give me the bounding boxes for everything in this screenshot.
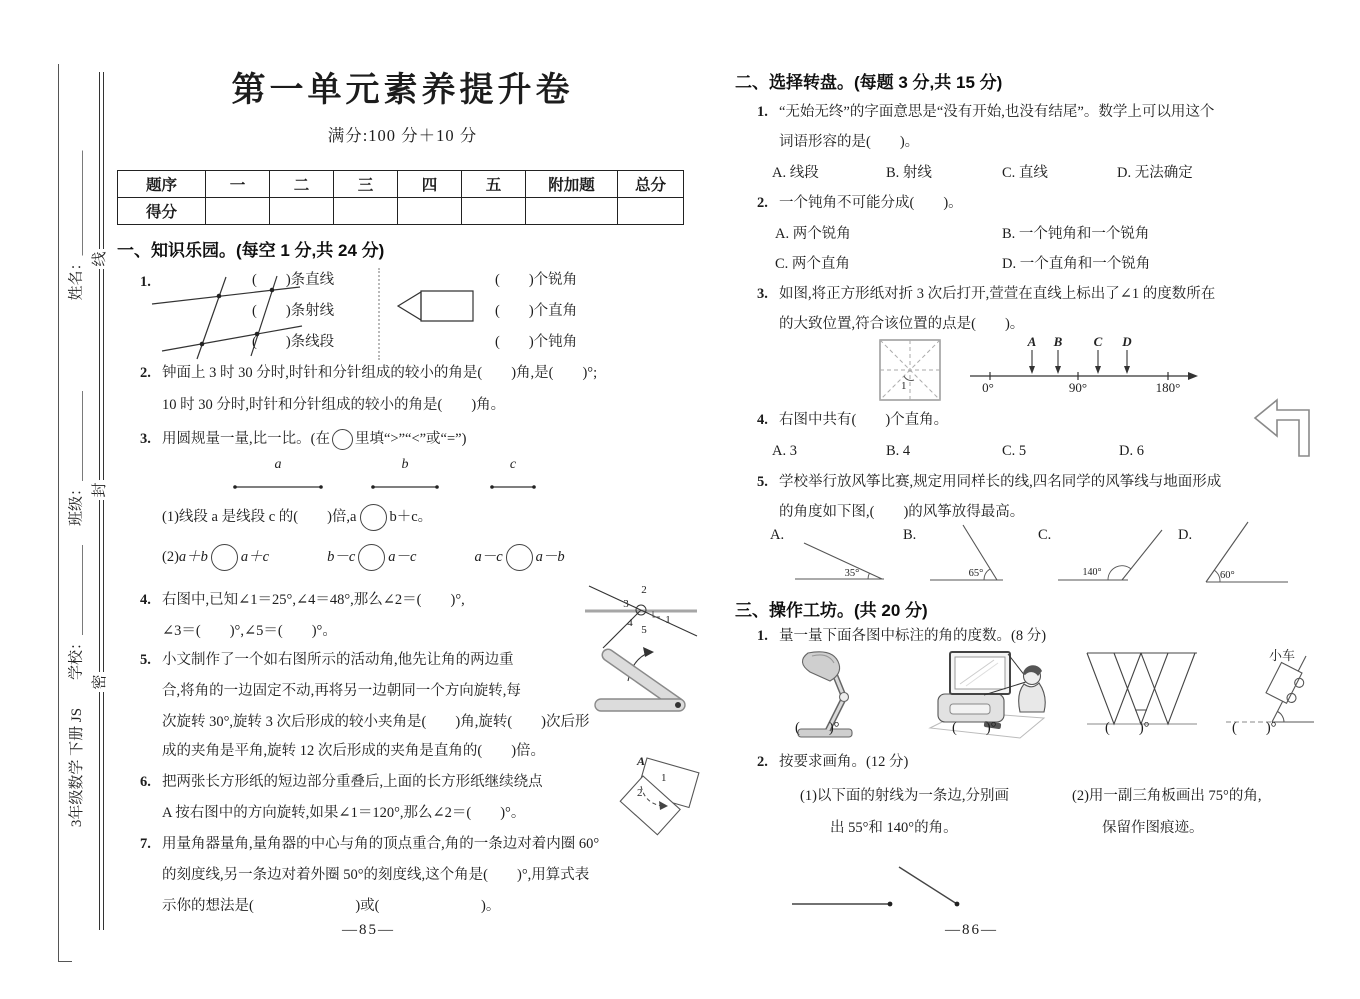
q6-line: A 按右图中的方向旋转,如果∠1＝120°,那么∠2＝( )°。 — [162, 805, 526, 821]
question-number: 3. — [140, 431, 151, 447]
zigzag-triangles-figure — [1085, 650, 1200, 728]
q1-blank-item: ( )条射线 — [252, 303, 335, 319]
kite-angle-figure-d — [1196, 518, 1291, 588]
degree-numberline-figure — [968, 334, 1200, 394]
question-number: 6. — [140, 774, 151, 790]
q5-line: 成的夹角是平角,旋转 12 次后形成的夹角是直角的( )倍。 — [162, 743, 546, 759]
q5-line: 合,将角的一边固定不动,再将另一边朝同一个方向旋转,每 — [162, 683, 521, 699]
score-row-label: 得分 — [118, 198, 206, 225]
q2-line: 10 时 30 分时,时针和分针组成的较小的角是( )角。 — [162, 397, 506, 413]
q1-blank-item: ( )条线段 — [252, 334, 335, 350]
point-label: D — [1122, 334, 1132, 349]
segment-label: b — [401, 457, 409, 472]
question-number: 5. — [140, 652, 151, 668]
seal-char-mi: 密 — [91, 672, 111, 692]
s3q2-sub-line: (2)用一副三角板画出 75°的角, — [1072, 788, 1262, 804]
s3q2-text: 按要求画角。(12 分) — [779, 754, 909, 770]
section3-heading: 三、操作工坊。(共 20 分) — [735, 601, 928, 620]
student-school-field: 学校：＿＿＿＿＿＿ — [68, 545, 85, 681]
degree-blank: ( )° — [795, 720, 840, 736]
segment-label: a — [274, 457, 282, 472]
page-number: —86— — [945, 922, 998, 938]
score-col-header: 四 — [398, 171, 462, 198]
pair-left: a－c — [474, 549, 503, 565]
angle-label: 1 — [665, 614, 671, 626]
student-class-field: 班级：＿＿＿＿＿＿ — [68, 391, 85, 527]
figure-option-label: C. — [1038, 527, 1052, 543]
q3-sub1-before: (1)线段 a 是线段 c 的( )倍,a — [162, 509, 357, 525]
s2q4-line: 右图中共有( )个直角。 — [779, 412, 949, 428]
question-number: 1. — [140, 274, 151, 290]
score-col-header: 总分 — [618, 171, 684, 198]
s2q5-line: 的角度如下图,( )的风筝放得最高。 — [779, 504, 1025, 520]
book-edition-label: 3年级数学 下册 JS — [69, 707, 85, 828]
score-col-header: 附加题 — [526, 171, 618, 198]
option-item: D. 6 — [1119, 443, 1144, 459]
kite-angle-figure-c — [1056, 522, 1166, 587]
option-item: B. 射线 — [886, 165, 932, 181]
angle-label: 1 — [901, 380, 907, 392]
option-item: B. 一个钝角和一个锐角 — [1002, 226, 1150, 242]
s3q1-text: 量一量下面各图中标注的角的度数。(8 分) — [779, 628, 1047, 644]
drawing-ray-horizontal — [790, 898, 900, 910]
page-number: —85— — [342, 922, 395, 938]
pair-left: a＋b — [178, 549, 208, 565]
q4-line: ∠3＝( )°,∠5＝( )°。 — [162, 623, 337, 639]
angle-label: 5 — [641, 624, 647, 636]
option-item: A. 3 — [772, 443, 797, 459]
score-col-header: 一 — [206, 171, 270, 198]
angle-label: 3 — [623, 598, 629, 610]
question-number: 4. — [140, 592, 151, 608]
degree-label: 65° — [968, 568, 984, 579]
folded-square-figure — [878, 338, 942, 402]
s2q2-line: 一个钝角不可能分成( )。 — [779, 195, 963, 211]
tick-label: 180° — [1155, 380, 1181, 395]
score-col-header: 题序 — [118, 171, 206, 198]
degree-label: 60° — [1220, 570, 1235, 581]
q3-intro-before: 用圆规量一量,比一比。(在 — [162, 431, 330, 447]
option-item: D. 无法确定 — [1117, 165, 1193, 181]
segment-label: c — [509, 457, 517, 472]
q2-line: 钟面上 3 时 30 分时,时针和分针组成的较小的角是( )角,是( )°; — [162, 365, 598, 381]
option-item: A. 线段 — [772, 165, 819, 181]
question-number: 2. — [757, 195, 768, 211]
q1-blank-item: ( )个锐角 — [495, 272, 578, 288]
s2q3-line: 如图,将正方形纸对折 3 次后打开,萱萱在直线上标出了∠1 的度数所在 — [779, 286, 1216, 302]
degree-blank: ( )° — [1105, 720, 1150, 736]
drawing-ray-diagonal — [896, 864, 966, 912]
figure-option-label: A. — [770, 527, 785, 543]
student-name-field: 姓名：＿＿＿＿＿＿＿ — [68, 150, 85, 301]
pair-left: b－c — [327, 549, 356, 565]
option-item: B. 4 — [886, 443, 911, 459]
q7-line: 的刻度线,另一条边对着外圈 50°的刻度线,这个角是( )°,用算式表 — [162, 867, 590, 883]
s2q5-line: 学校举行放风筝比赛,规定用同样长的线,四名同学的风筝线与地面形成 — [779, 474, 1222, 490]
s3q2-sub-line: 出 55°和 140°的角。 — [830, 820, 958, 836]
exam-title: 第一单元素养提升卷 — [231, 72, 574, 109]
q7-line: 用量角器量角,量角器的中心与角的顶点重合,角的一条边对着内圈 60° — [162, 836, 600, 852]
angle-label: 2 — [641, 584, 647, 596]
seal-char-feng: 封 — [91, 480, 111, 500]
q3-sub2-prefix: (2) — [162, 549, 179, 565]
s2q3-line: 的大致位置,符合该位置的点是( )。 — [779, 316, 1025, 332]
car-label: 小车 — [1268, 648, 1296, 663]
question-number: 7. — [140, 836, 151, 852]
angle-label: 2 — [637, 787, 643, 799]
bent-arrow-figure — [1253, 398, 1321, 462]
option-item: C. 5 — [1002, 443, 1027, 459]
point-label: B — [1053, 334, 1063, 349]
option-item: A. 两个锐角 — [775, 226, 851, 242]
score-col-header: 三 — [334, 171, 398, 198]
point-label: C — [1093, 334, 1103, 349]
tick-label: 90° — [1068, 380, 1088, 395]
pair-right: a－b — [535, 549, 565, 565]
score-col-header: 五 — [462, 171, 526, 198]
figure-option-label: D. — [1178, 527, 1193, 543]
pair-right: a＋c — [240, 549, 270, 565]
q1-blank-item: ( )条直线 — [252, 272, 335, 288]
question-number: 4. — [757, 412, 768, 428]
q7-line: 示你的想法是( )或( )。 — [162, 898, 501, 914]
q5-line: 小文制作了一个如右图所示的活动角,他先让角的两边重 — [162, 652, 514, 668]
q4-line: 右图中,已知∠1＝25°,∠4＝48°,那么∠2＝( )°, — [162, 592, 465, 608]
pair-right: a－c — [388, 549, 417, 565]
point-label: A — [637, 754, 646, 768]
s2q1-line: “无始无终”的字面意思是“没有开始,也没有结尾”。数学上可以用这个 — [779, 104, 1215, 120]
s2q1-line: 词语形容的是( )。 — [779, 134, 920, 150]
s3q2-sub-line: (1)以下面的射线为一条边,分别画 — [800, 788, 1010, 804]
option-item: D. 一个直角和一个锐角 — [1002, 256, 1151, 272]
seal-char-xian: 线 — [91, 249, 111, 269]
degree-blank: ( )° — [952, 720, 997, 736]
degree-blank: ( )° — [1232, 720, 1277, 736]
score-col-header: 二 — [270, 171, 334, 198]
q3-sub1-after: b＋c。 — [389, 509, 433, 525]
s3q2-sub-line: 保留作图痕迹。 — [1102, 820, 1204, 836]
q1-blank-item: ( )个直角 — [495, 303, 578, 319]
figure-option-label: B. — [903, 527, 917, 543]
section2-heading: 二、选择转盘。(每题 3 分,共 15 分) — [735, 73, 1003, 92]
point-label: A — [1027, 334, 1037, 349]
question-number: 3. — [757, 286, 768, 302]
q3-intro-after: 里填“>”“<”或“=”) — [354, 431, 467, 447]
q6-line: 把两张长方形纸的短边部分重叠后,上面的长方形纸继续绕点 — [162, 774, 543, 790]
q5-line: 次旋转 30°,旋转 3 次后形成的较小夹角是( )角,旋转( )次后形 — [162, 714, 590, 730]
kite-angle-figure-a — [792, 527, 887, 585]
angle-label: 1 — [661, 772, 667, 784]
degree-label: 35° — [844, 568, 860, 579]
option-item: C. 直线 — [1002, 165, 1048, 181]
section1-heading: 一、知识乐园。(每空 1 分,共 24 分) — [117, 241, 385, 260]
question-number: 1. — [757, 104, 768, 120]
question-number: 1. — [757, 628, 768, 644]
question-number: 5. — [757, 474, 768, 490]
degree-label: 140° — [1082, 567, 1102, 578]
angle-label: 4 — [627, 617, 633, 629]
option-item: C. 两个直角 — [775, 256, 850, 272]
full-score-subtitle: 满分:100 分＋10 分 — [327, 126, 478, 145]
question-number: 2. — [140, 365, 151, 381]
question-number: 2. — [757, 754, 768, 770]
kite-angle-figure-b — [925, 522, 1005, 587]
tick-label: 0° — [982, 380, 994, 395]
q1-blank-item: ( )个钝角 — [495, 334, 578, 350]
